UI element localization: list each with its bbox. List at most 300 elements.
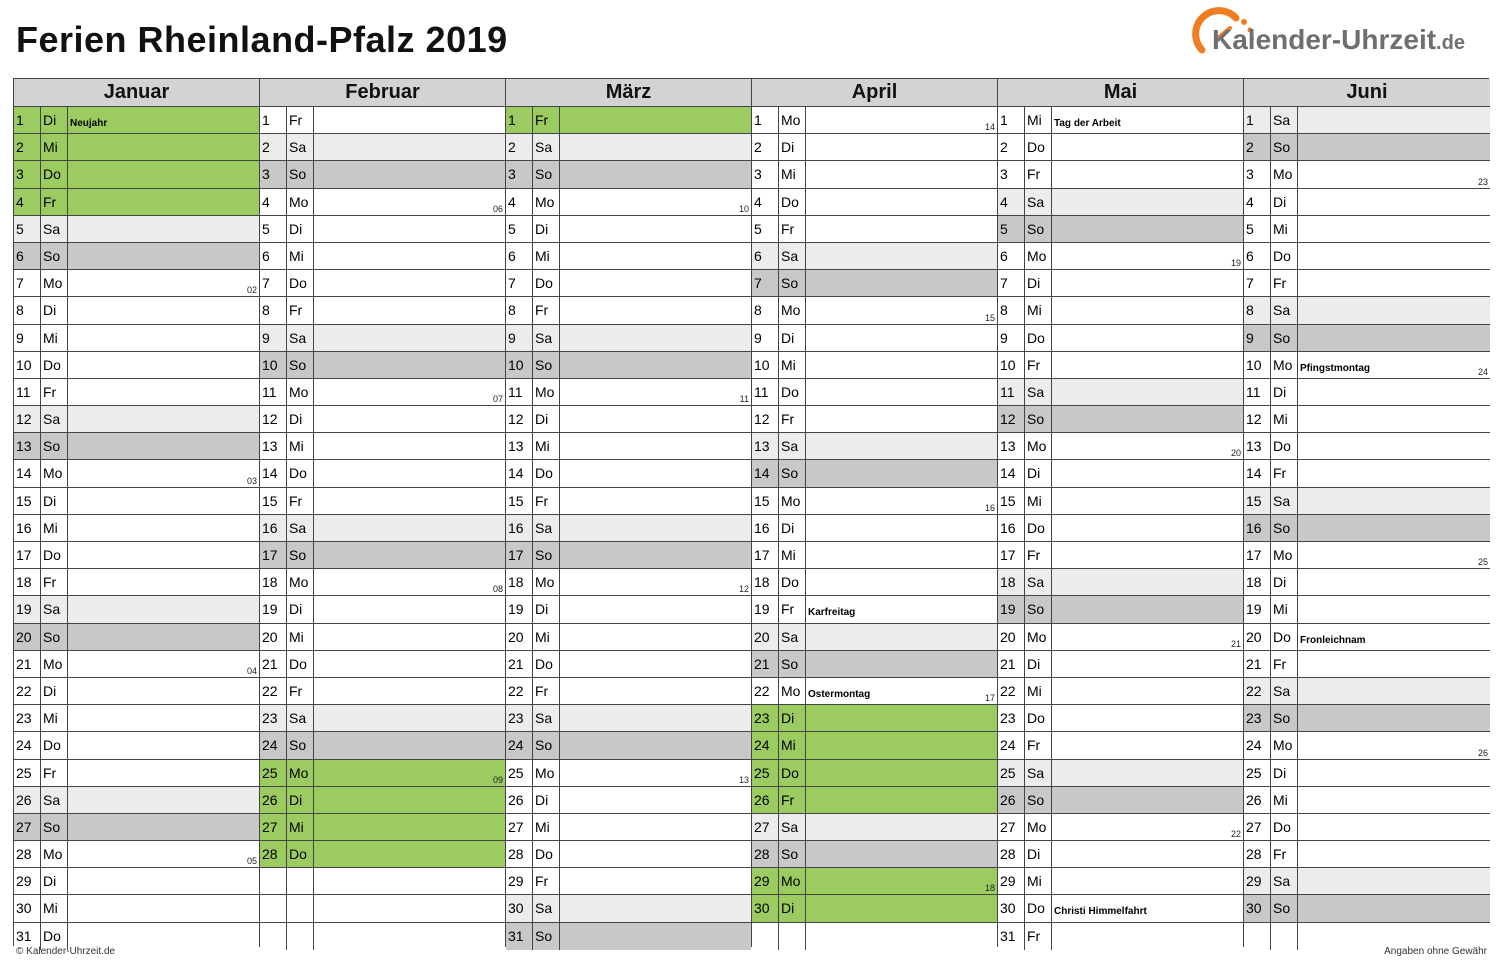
weekday: Mo: [1024, 243, 1052, 269]
weekday: Fr: [1270, 651, 1298, 677]
week-number: 03: [246, 475, 257, 486]
day-number: 26: [1246, 791, 1262, 808]
day-note: [314, 433, 505, 459]
weekday: Do: [1024, 325, 1052, 351]
day-row: [1244, 515, 1490, 542]
day-row: [260, 297, 505, 324]
day-note: [1052, 923, 1243, 950]
weekday: Fr: [40, 569, 68, 595]
day-note: [1052, 216, 1243, 242]
day-number: 12: [508, 411, 524, 428]
weekday: So: [40, 624, 68, 650]
day-row: [752, 134, 997, 161]
weekday: Do: [778, 569, 806, 595]
weekday: Fr: [286, 488, 314, 514]
day-number: 4: [998, 189, 1024, 215]
day-number: 28: [260, 841, 286, 867]
weekday: Sa: [1270, 678, 1298, 704]
week-number: 26: [1477, 747, 1488, 758]
day-note: [1298, 161, 1490, 187]
day-number: 6: [1246, 247, 1254, 264]
day-note: [1298, 352, 1490, 378]
weekday: So: [778, 841, 806, 867]
day-note: [806, 379, 997, 405]
day-number: 24: [16, 737, 32, 754]
day-row: [506, 868, 751, 895]
weekday: Di: [1270, 760, 1298, 786]
day-row: [14, 406, 259, 433]
weekday: Fr: [1270, 841, 1298, 867]
day-note: [560, 814, 751, 840]
weekday: Di: [1024, 651, 1052, 677]
day-number: 26: [752, 787, 778, 813]
day-number: 21: [1000, 655, 1016, 672]
day-number: 9: [1244, 325, 1270, 351]
weekday: Mi: [40, 325, 68, 351]
weekday: Mi: [532, 243, 560, 269]
weekday: So: [532, 352, 560, 378]
day-row: [998, 596, 1243, 623]
weekday: Do: [1024, 705, 1052, 731]
weekday: Mo: [40, 460, 68, 486]
day-row: [14, 297, 259, 324]
day-number: 18: [16, 574, 32, 591]
day-note: [806, 433, 997, 459]
day-row: [998, 189, 1243, 216]
day-note: [560, 433, 751, 459]
day-note: [560, 270, 751, 296]
week-number: 23: [1477, 176, 1488, 187]
day-note: [806, 460, 997, 486]
day-number: 11: [508, 383, 523, 400]
day-note: [68, 488, 259, 514]
day-row: [1244, 624, 1490, 651]
day-note: [314, 705, 505, 731]
day-row: [260, 515, 505, 542]
day-row: [752, 515, 997, 542]
day-row: [506, 760, 751, 787]
weekday: Mo: [532, 760, 560, 786]
day-number: 21: [752, 651, 778, 677]
month-header: Juni: [1244, 79, 1490, 107]
day-number: 12: [998, 406, 1024, 432]
day-number: 6: [262, 247, 270, 264]
day-note: [1298, 678, 1490, 704]
weekday: Fr: [778, 596, 806, 622]
day-note: [314, 161, 505, 187]
day-row: [1244, 488, 1490, 515]
weekday: Do: [1024, 134, 1052, 160]
day-row: [1244, 760, 1490, 787]
week-number: 25: [1477, 557, 1488, 568]
weekday: Fr: [1024, 161, 1052, 187]
day-row: [260, 596, 505, 623]
weekday: Mi: [286, 624, 314, 650]
day-number: 14: [1000, 465, 1016, 482]
day-number: [260, 895, 286, 921]
day-row: [1244, 433, 1490, 460]
day-note: [560, 161, 751, 187]
day-row: [1244, 542, 1490, 569]
weekday: Mo: [778, 868, 806, 894]
day-number: 21: [16, 655, 32, 672]
weekday: Mo: [1024, 624, 1052, 650]
day-note: [1298, 895, 1490, 921]
weekday: Mi: [1270, 406, 1298, 432]
weekday: So: [286, 161, 314, 187]
day-number: 19: [1246, 601, 1262, 618]
day-number: 9: [16, 329, 24, 346]
weekday: Di: [40, 107, 68, 133]
weekday: [1270, 923, 1298, 950]
weekday: Mi: [532, 433, 560, 459]
weekday: So: [286, 542, 314, 568]
weekday: Do: [40, 161, 68, 187]
day-note: [68, 134, 259, 160]
weekday: Mo: [40, 651, 68, 677]
day-number: 4: [1246, 193, 1254, 210]
month-column: [1244, 79, 1490, 947]
day-number: 10: [16, 356, 32, 373]
day-note: [68, 270, 259, 296]
weekday: Sa: [286, 325, 314, 351]
day-row: [1244, 651, 1490, 678]
day-row: [260, 895, 505, 922]
day-number: 26: [14, 787, 40, 813]
day-row: [14, 270, 259, 297]
day-row: [14, 760, 259, 787]
weekday: Fr: [40, 189, 68, 215]
day-row: [260, 107, 505, 134]
weekday: Di: [1270, 569, 1298, 595]
day-row: [506, 569, 751, 596]
day-row: [260, 216, 505, 243]
day-number: 3: [1246, 166, 1254, 183]
day-note: [68, 705, 259, 731]
weekday: Mi: [40, 895, 68, 921]
week-number: 21: [1230, 638, 1241, 649]
day-number: 1: [1000, 112, 1008, 128]
weekday: Sa: [40, 216, 68, 242]
footer-copyright: © Kalender-Uhrzeit.de: [16, 946, 116, 957]
day-row: [1244, 352, 1490, 379]
day-number: 14: [752, 460, 778, 486]
weekday: Do: [40, 732, 68, 758]
day-note: [560, 379, 751, 405]
day-row: [752, 651, 997, 678]
day-row: [506, 705, 751, 732]
week-number: 17: [984, 693, 995, 704]
day-note: [560, 406, 751, 432]
day-note: [1052, 161, 1243, 187]
day-note: [68, 379, 259, 405]
weekday: Mi: [1270, 787, 1298, 813]
day-row: [1244, 868, 1490, 895]
day-row: [506, 161, 751, 188]
day-row: [752, 243, 997, 270]
month-column: [260, 79, 506, 947]
day-note: [1298, 379, 1490, 405]
weekday: Fr: [778, 787, 806, 813]
day-row: [260, 651, 505, 678]
month-header: Februar: [260, 79, 505, 107]
day-note: [314, 624, 505, 650]
month-header: März: [506, 79, 751, 107]
weekday: Mi: [1024, 488, 1052, 514]
day-note: [1298, 814, 1490, 840]
day-row: [14, 814, 259, 841]
weekday: Fr: [40, 760, 68, 786]
day-row: [14, 678, 259, 705]
day-note: [806, 406, 997, 432]
weekday: Di: [778, 134, 806, 160]
day-note: [560, 460, 751, 486]
day-note: [1052, 841, 1243, 867]
day-row: [752, 569, 997, 596]
logo-wordmark[interactable]: [1212, 26, 1465, 54]
weekday: Sa: [1270, 868, 1298, 894]
day-number: 17: [1000, 547, 1016, 563]
day-number: 12: [1246, 411, 1262, 428]
day-note: [314, 760, 505, 786]
day-note: [314, 515, 505, 541]
day-note: [1298, 433, 1490, 459]
weekday: Sa: [1270, 297, 1298, 323]
day-row: [998, 460, 1243, 487]
day-number: 15: [262, 492, 278, 509]
weekday: Sa: [1024, 189, 1052, 215]
day-row: [752, 216, 997, 243]
day-number: 7: [1246, 275, 1254, 292]
day-number: 3: [1000, 166, 1008, 183]
day-row: [998, 134, 1243, 161]
day-row: [14, 107, 259, 134]
day-row: [998, 624, 1243, 651]
day-note: [806, 895, 997, 921]
day-number: [260, 868, 286, 894]
day-number: 27: [752, 814, 778, 840]
weekday: Di: [532, 216, 560, 242]
day-note: [1052, 189, 1243, 215]
day-note: [314, 569, 505, 595]
day-row: [752, 596, 997, 623]
weekday: Do: [532, 841, 560, 867]
day-number: 8: [262, 302, 270, 319]
day-number: 17: [16, 547, 32, 563]
day-row: [752, 705, 997, 732]
day-number: 1: [506, 107, 532, 133]
weekday: Sa: [286, 515, 314, 541]
day-row: [260, 732, 505, 759]
day-note: [68, 868, 259, 894]
day-note: [1298, 243, 1490, 269]
weekday: Sa: [532, 705, 560, 731]
day-row: [14, 596, 259, 623]
day-number: 19: [998, 596, 1024, 622]
day-number: 20: [752, 624, 778, 650]
day-note: [314, 814, 505, 840]
day-note: [1052, 569, 1243, 595]
weekday: Fr: [1270, 270, 1298, 296]
weekday: So: [778, 270, 806, 296]
day-note: [314, 488, 505, 514]
weekday: Fr: [778, 216, 806, 242]
day-row: [14, 542, 259, 569]
day-note: [560, 542, 751, 568]
day-number: 11: [16, 383, 31, 400]
day-number: 22: [262, 682, 278, 699]
day-note: [68, 352, 259, 378]
weekday: Di: [40, 488, 68, 514]
day-note: [68, 107, 259, 133]
weekday: Sa: [532, 325, 560, 351]
week-number: 08: [492, 584, 503, 595]
day-row: [14, 216, 259, 243]
weekday: Sa: [532, 134, 560, 160]
day-row: [752, 433, 997, 460]
day-row: [1244, 732, 1490, 759]
weekday: Mo: [286, 189, 314, 215]
weekday: Di: [40, 297, 68, 323]
weekday: So: [1270, 895, 1298, 921]
day-number: 26: [260, 787, 286, 813]
day-row: [998, 895, 1243, 922]
weekday: [286, 923, 314, 950]
day-number: 30: [506, 895, 532, 921]
day-number: 5: [998, 216, 1024, 242]
day-note: [314, 596, 505, 622]
day-row: [998, 868, 1243, 895]
day-row: [998, 270, 1243, 297]
day-note: [314, 134, 505, 160]
weekday: Sa: [1270, 107, 1298, 133]
weekday: Do: [40, 923, 68, 950]
day-number: 17: [1246, 547, 1262, 563]
day-note: [314, 895, 505, 921]
day-note: [314, 352, 505, 378]
day-note: [68, 325, 259, 351]
day-number: 27: [1000, 818, 1016, 835]
day-number: 20: [508, 628, 524, 645]
weekday: Di: [1024, 841, 1052, 867]
day-row: [506, 596, 751, 623]
day-number: 13: [14, 433, 40, 459]
weekday: Do: [778, 189, 806, 215]
day-row: [1244, 406, 1490, 433]
day-row: [14, 352, 259, 379]
weekday: Mi: [40, 705, 68, 731]
day-number: 13: [262, 438, 278, 455]
day-note: [314, 189, 505, 215]
day-number: 21: [508, 655, 524, 672]
day-row: [752, 379, 997, 406]
weekday: Mi: [1024, 107, 1052, 133]
day-note: [1298, 460, 1490, 486]
day-note: [1052, 678, 1243, 704]
weekday: Mi: [778, 542, 806, 568]
weekday: Mi: [1270, 596, 1298, 622]
day-number: 3: [506, 161, 532, 187]
weekday: Mi: [1024, 868, 1052, 894]
day-note: [560, 596, 751, 622]
weekday: Sa: [778, 433, 806, 459]
day-row: [506, 624, 751, 651]
day-number: 16: [754, 519, 770, 536]
day-row: [14, 488, 259, 515]
day-row: [14, 569, 259, 596]
weekday: Mo: [286, 760, 314, 786]
day-note: [1052, 433, 1243, 459]
day-number: 12: [754, 411, 770, 428]
day-number: 5: [262, 220, 270, 237]
day-note: [1052, 406, 1243, 432]
month-column: [506, 79, 752, 947]
day-row: [752, 488, 997, 515]
day-note: [560, 569, 751, 595]
day-note: [806, 732, 997, 758]
page-title: Ferien Rheinland-Pfalz 2019: [16, 19, 508, 60]
day-note: [314, 270, 505, 296]
weekday: Fr: [40, 379, 68, 405]
day-row: [14, 325, 259, 352]
day-number: 7: [16, 275, 24, 292]
weekday: So: [778, 460, 806, 486]
day-row: [752, 107, 997, 134]
day-number: 6: [508, 247, 516, 264]
day-note: [806, 243, 997, 269]
weekday: So: [778, 651, 806, 677]
day-note: [560, 488, 751, 514]
day-note: [314, 678, 505, 704]
weekday: Sa: [778, 624, 806, 650]
day-number: 25: [752, 760, 778, 786]
day-row: [260, 868, 505, 895]
day-note: [1052, 379, 1243, 405]
day-number: 27: [14, 814, 40, 840]
day-row: [752, 624, 997, 651]
day-note: [1052, 243, 1243, 269]
day-row: [506, 515, 751, 542]
day-row: [14, 460, 259, 487]
day-row: [506, 895, 751, 922]
weekday: So: [1270, 325, 1298, 351]
day-row: [14, 189, 259, 216]
weekday: Mo: [778, 107, 806, 133]
day-row: [1244, 243, 1490, 270]
day-number: 1: [754, 112, 762, 128]
day-row: [752, 923, 997, 950]
day-note: [68, 596, 259, 622]
weekday: Mi: [1270, 216, 1298, 242]
day-number: 9: [260, 325, 286, 351]
weekday: [778, 923, 806, 950]
weekday: Fr: [1270, 460, 1298, 486]
day-note: [806, 189, 997, 215]
week-number: 07: [492, 394, 503, 405]
week-number: 06: [492, 203, 503, 214]
day-row: [752, 760, 997, 787]
day-number: 18: [508, 574, 524, 591]
weekday: Sa: [778, 243, 806, 269]
weekday: Di: [286, 787, 314, 813]
day-number: 6: [1000, 247, 1008, 264]
day-note: [314, 460, 505, 486]
day-number: 5: [508, 220, 516, 237]
day-note: [1052, 297, 1243, 323]
weekday: Mo: [778, 678, 806, 704]
day-note: [560, 787, 751, 813]
day-row: [1244, 787, 1490, 814]
